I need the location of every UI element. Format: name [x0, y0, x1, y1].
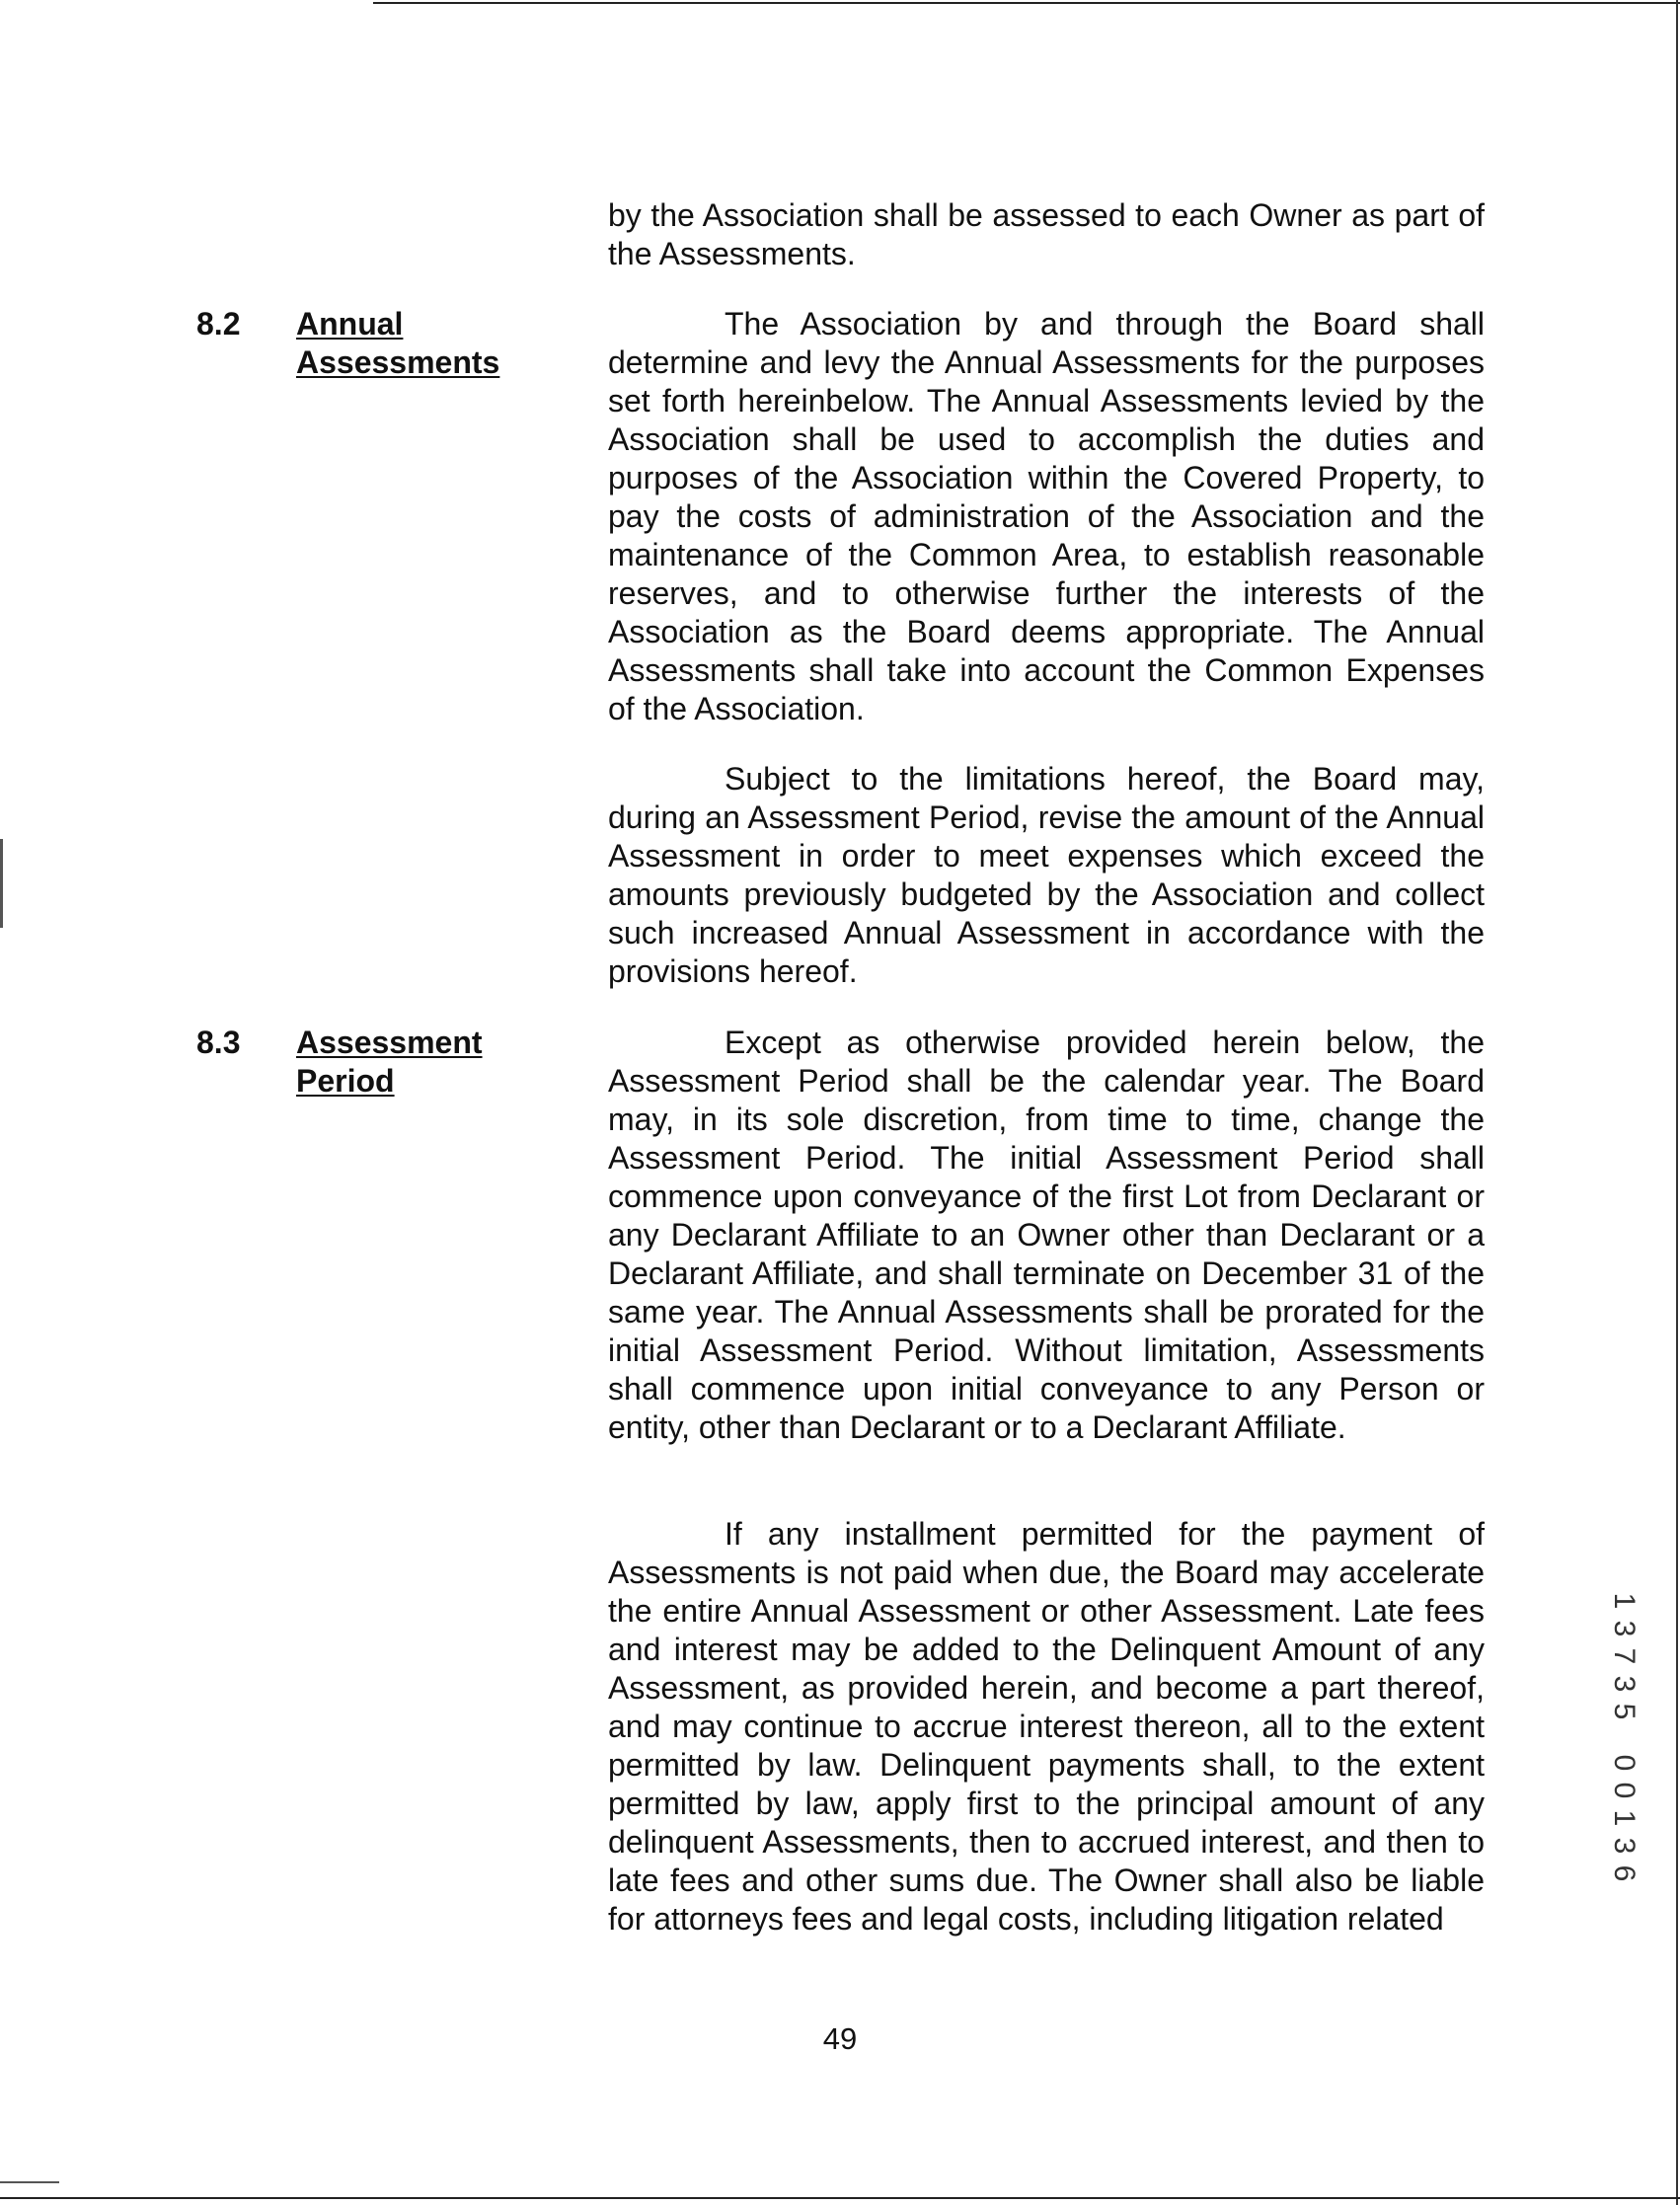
section-8-2-body — [608, 305, 1485, 728]
scan-edge-left — [0, 839, 3, 928]
stamp-digit: 5 — [1608, 1703, 1641, 1720]
section-8-3-title-line2: Period — [296, 1063, 395, 1099]
intro-paragraph: by the Association shall be assessed to each Owner as part of the Assessments. — [608, 197, 1485, 271]
section-8-2-body-2 — [608, 760, 1485, 991]
stamp-digit: 3 — [1608, 1675, 1641, 1693]
section-8-3-paragraph-1: Except as otherwise provided herein below, the Assessment Period shall be the calendar year. The Board may, in its sole discretion, from time to time, change the Assessment Period. The initial Assessment Period shall commence upon conveyance of the first Lot from Declarant or any Declarant Affiliate to an Owner other than Declarant or a Declarant Affiliate, and shall terminate on December 31 of the same year. The Annual Assessments shall be prorated for the initial Assessment Period. Without limitation, Assessments shall commence upon initial conveyance to any Person or entity, other than Declarant or to a Declarant Affiliate. — [608, 1025, 1485, 1445]
section-8-3-body — [608, 1024, 1485, 1447]
stamp-digit: 1 — [1608, 1592, 1641, 1610]
section-8-3-title — [296, 1024, 483, 1101]
scan-edge-top — [373, 2, 1680, 4]
stamp-digit: 0 — [1608, 1782, 1641, 1799]
stamp-digit: 6 — [1608, 1864, 1641, 1882]
section-8-3-body-2 — [608, 1515, 1485, 1939]
side-stamp — [1604, 1587, 1643, 1887]
scan-edge-right — [1676, 0, 1678, 2205]
stamp-digit: 1 — [1608, 1809, 1641, 1827]
scan-edge-bottom-left — [0, 2181, 59, 2183]
section-8-2-title-line2: Assessments — [296, 344, 500, 380]
section-8-2-title — [296, 305, 499, 382]
section-8-3-number: 8.3 — [196, 1025, 241, 1060]
page-number: 49 — [822, 2021, 858, 2056]
section-8-2-paragraph-1: The Association by and through the Board shall determine and levy the Annual Assessments for the purposes set forth hereinbelow. The Annual Assessments levied by the Association shall be used to accomplish the duties and purposes of the Association within the Covered Property, to pay the costs of administration of the Association and the maintenance of the Common Area, to establish reasonable reserves, and to otherwise further the interests of the Association as the Board deems appropriate. The Annual Assessments shall take into account the Common Expenses of the Association. — [608, 306, 1485, 726]
stamp-digit: 3 — [1608, 1837, 1641, 1855]
section-8-3-title-line1: Assessment — [296, 1025, 483, 1060]
scan-edge-bottom — [0, 2197, 1680, 2199]
stamp-digit: 3 — [1608, 1620, 1641, 1637]
section-8-2-number: 8.2 — [196, 306, 241, 342]
stamp-digit: 7 — [1608, 1647, 1641, 1665]
section-8-2-title-line1: Annual — [296, 306, 404, 342]
stamp-digit: 0 — [1608, 1754, 1641, 1772]
intro-block — [608, 196, 1485, 273]
section-8-2-paragraph-2: Subject to the limitations hereof, the Board may, during an Assessment Period, revise the amount of the Annual Assessment in order to meet expenses which exceed the amounts previously budgeted by the Association and collect such increased Annual Assessment in accordance with the provisions hereof. — [608, 761, 1485, 989]
section-8-3-paragraph-2: If any installment permitted for the payment of Assessments is not paid when due, the Board may accelerate the entire Annual Assessment or other Assessment. Late fees and interest may be added to the Delinquent Amount of any Assessment, as provided herein, and become a part thereof, and may continue to accrue interest thereon, all to the extent permitted by law. Delinquent payments shall, to the extent permitted by law, apply first to the principal amount of any delinquent Assessments, then to accrued interest, and then to late fees and other sums due. The Owner shall also be liable for attorneys fees and legal costs, including litigation related — [608, 1516, 1485, 1937]
